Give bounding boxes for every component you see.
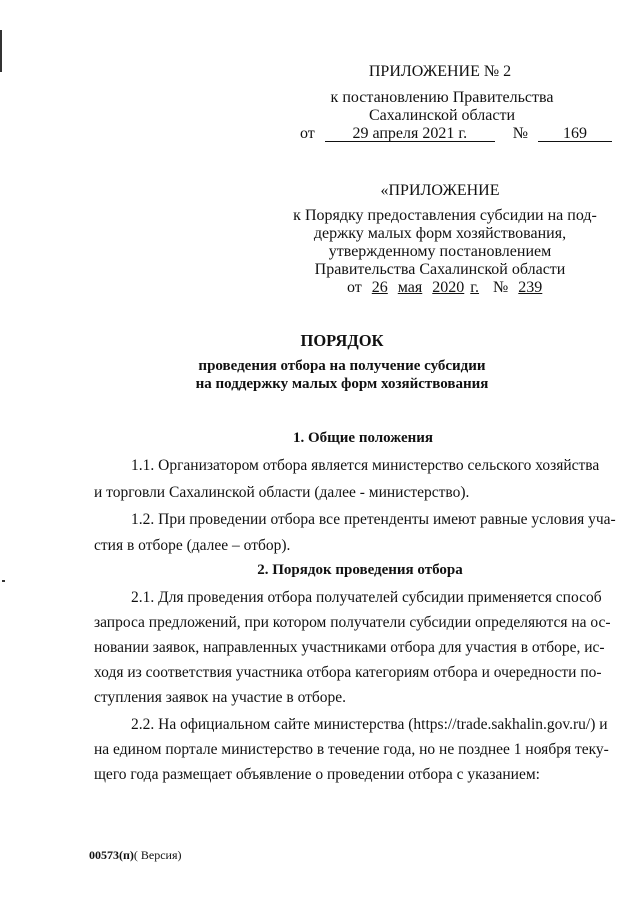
document-title: ПОРЯДОК <box>300 331 384 350</box>
original-date-row <box>347 279 542 297</box>
original-day: 26 <box>371 279 388 296</box>
appendix-num-label: № <box>512 125 529 142</box>
original-year: 2020 <box>432 279 465 296</box>
section1-heading: 1. Общие положения <box>292 430 434 446</box>
section2-p1-line4: ходя из соответствия участника отбора категориям отбора и очередности по- <box>94 664 602 681</box>
scan-edge-mark <box>0 30 2 72</box>
footer-code-row <box>89 848 182 863</box>
section2-heading: 2. Порядок проведения отбора <box>257 562 463 578</box>
original-appendix-line3: утвержденному постановлением <box>328 243 552 260</box>
appendix-number: 169 <box>563 125 588 142</box>
section2-p2-line1: 2.2. На официальном сайте министерства (https://trade.sakhalin.gov.ru/) и <box>131 716 608 733</box>
original-appendix-line2: держку малых форм хозяйствования, <box>313 225 567 242</box>
section1-p1-line2: и торговли Сахалинской области (далее - министерство). <box>94 484 470 501</box>
original-appendix-line1: к Порядку предоставления субсидии на под- <box>293 207 597 224</box>
original-from-label: от <box>347 279 362 296</box>
appendix-from-label: от <box>300 125 315 142</box>
appendix-line2: Сахалинской области <box>368 107 516 124</box>
document-subtitle-line1: проведения отбора на получение субсидии <box>198 358 486 374</box>
original-appendix-title: «ПРИЛОЖЕНИЕ <box>380 182 500 199</box>
section1-p2-line2: стия в отборе (далее – отбор). <box>94 537 291 554</box>
original-year-suffix: г. <box>470 279 480 296</box>
section2-p1-line3: новании заявок, направленных участниками отбора для участия в отборе, ис- <box>94 639 605 656</box>
section2-p1-line2: запроса предложений, при котором получатели субсидии определяются на ос- <box>94 614 611 631</box>
section2-p1-line5: ступления заявок на участие в отборе. <box>94 689 347 706</box>
section2-p1-line1: 2.1. Для проведения отбора получателей субсидии применяется способ <box>131 589 602 606</box>
footer-version: ( Версия) <box>133 848 182 862</box>
original-month: мая <box>397 279 423 296</box>
appendix-date: 29 апреля 2021 г. <box>352 125 468 142</box>
appendix-line1: к постановлению Правительства <box>330 89 554 106</box>
section2-p2-line3: щего года размещает объявление о проведении отбора с указанием: <box>94 766 540 783</box>
section1-p2-line1: 1.2. При проведении отбора все претенденты имеют равные условия уча- <box>131 511 616 528</box>
appendix-date-field <box>325 125 495 142</box>
original-number: 239 <box>518 279 543 296</box>
document-subtitle-line2: на поддержку малых форм хозяйствования <box>195 376 489 392</box>
appendix-number-field <box>538 125 612 142</box>
scan-edge-mark <box>2 580 5 582</box>
original-appendix-line4: Правительства Сахалинской области <box>314 261 566 278</box>
appendix-title: ПРИЛОЖЕНИЕ № 2 <box>368 63 512 80</box>
original-num-label: № <box>493 279 509 296</box>
section1-p1-line1: 1.1. Организатором отбора является министерство сельского хозяйства <box>131 457 600 474</box>
section2-p2-line2: на едином портале министерство в течение года, но не позднее 1 ноября теку- <box>94 741 609 758</box>
footer-code: 00573(п) <box>89 848 134 862</box>
appendix-date-row <box>300 125 612 143</box>
